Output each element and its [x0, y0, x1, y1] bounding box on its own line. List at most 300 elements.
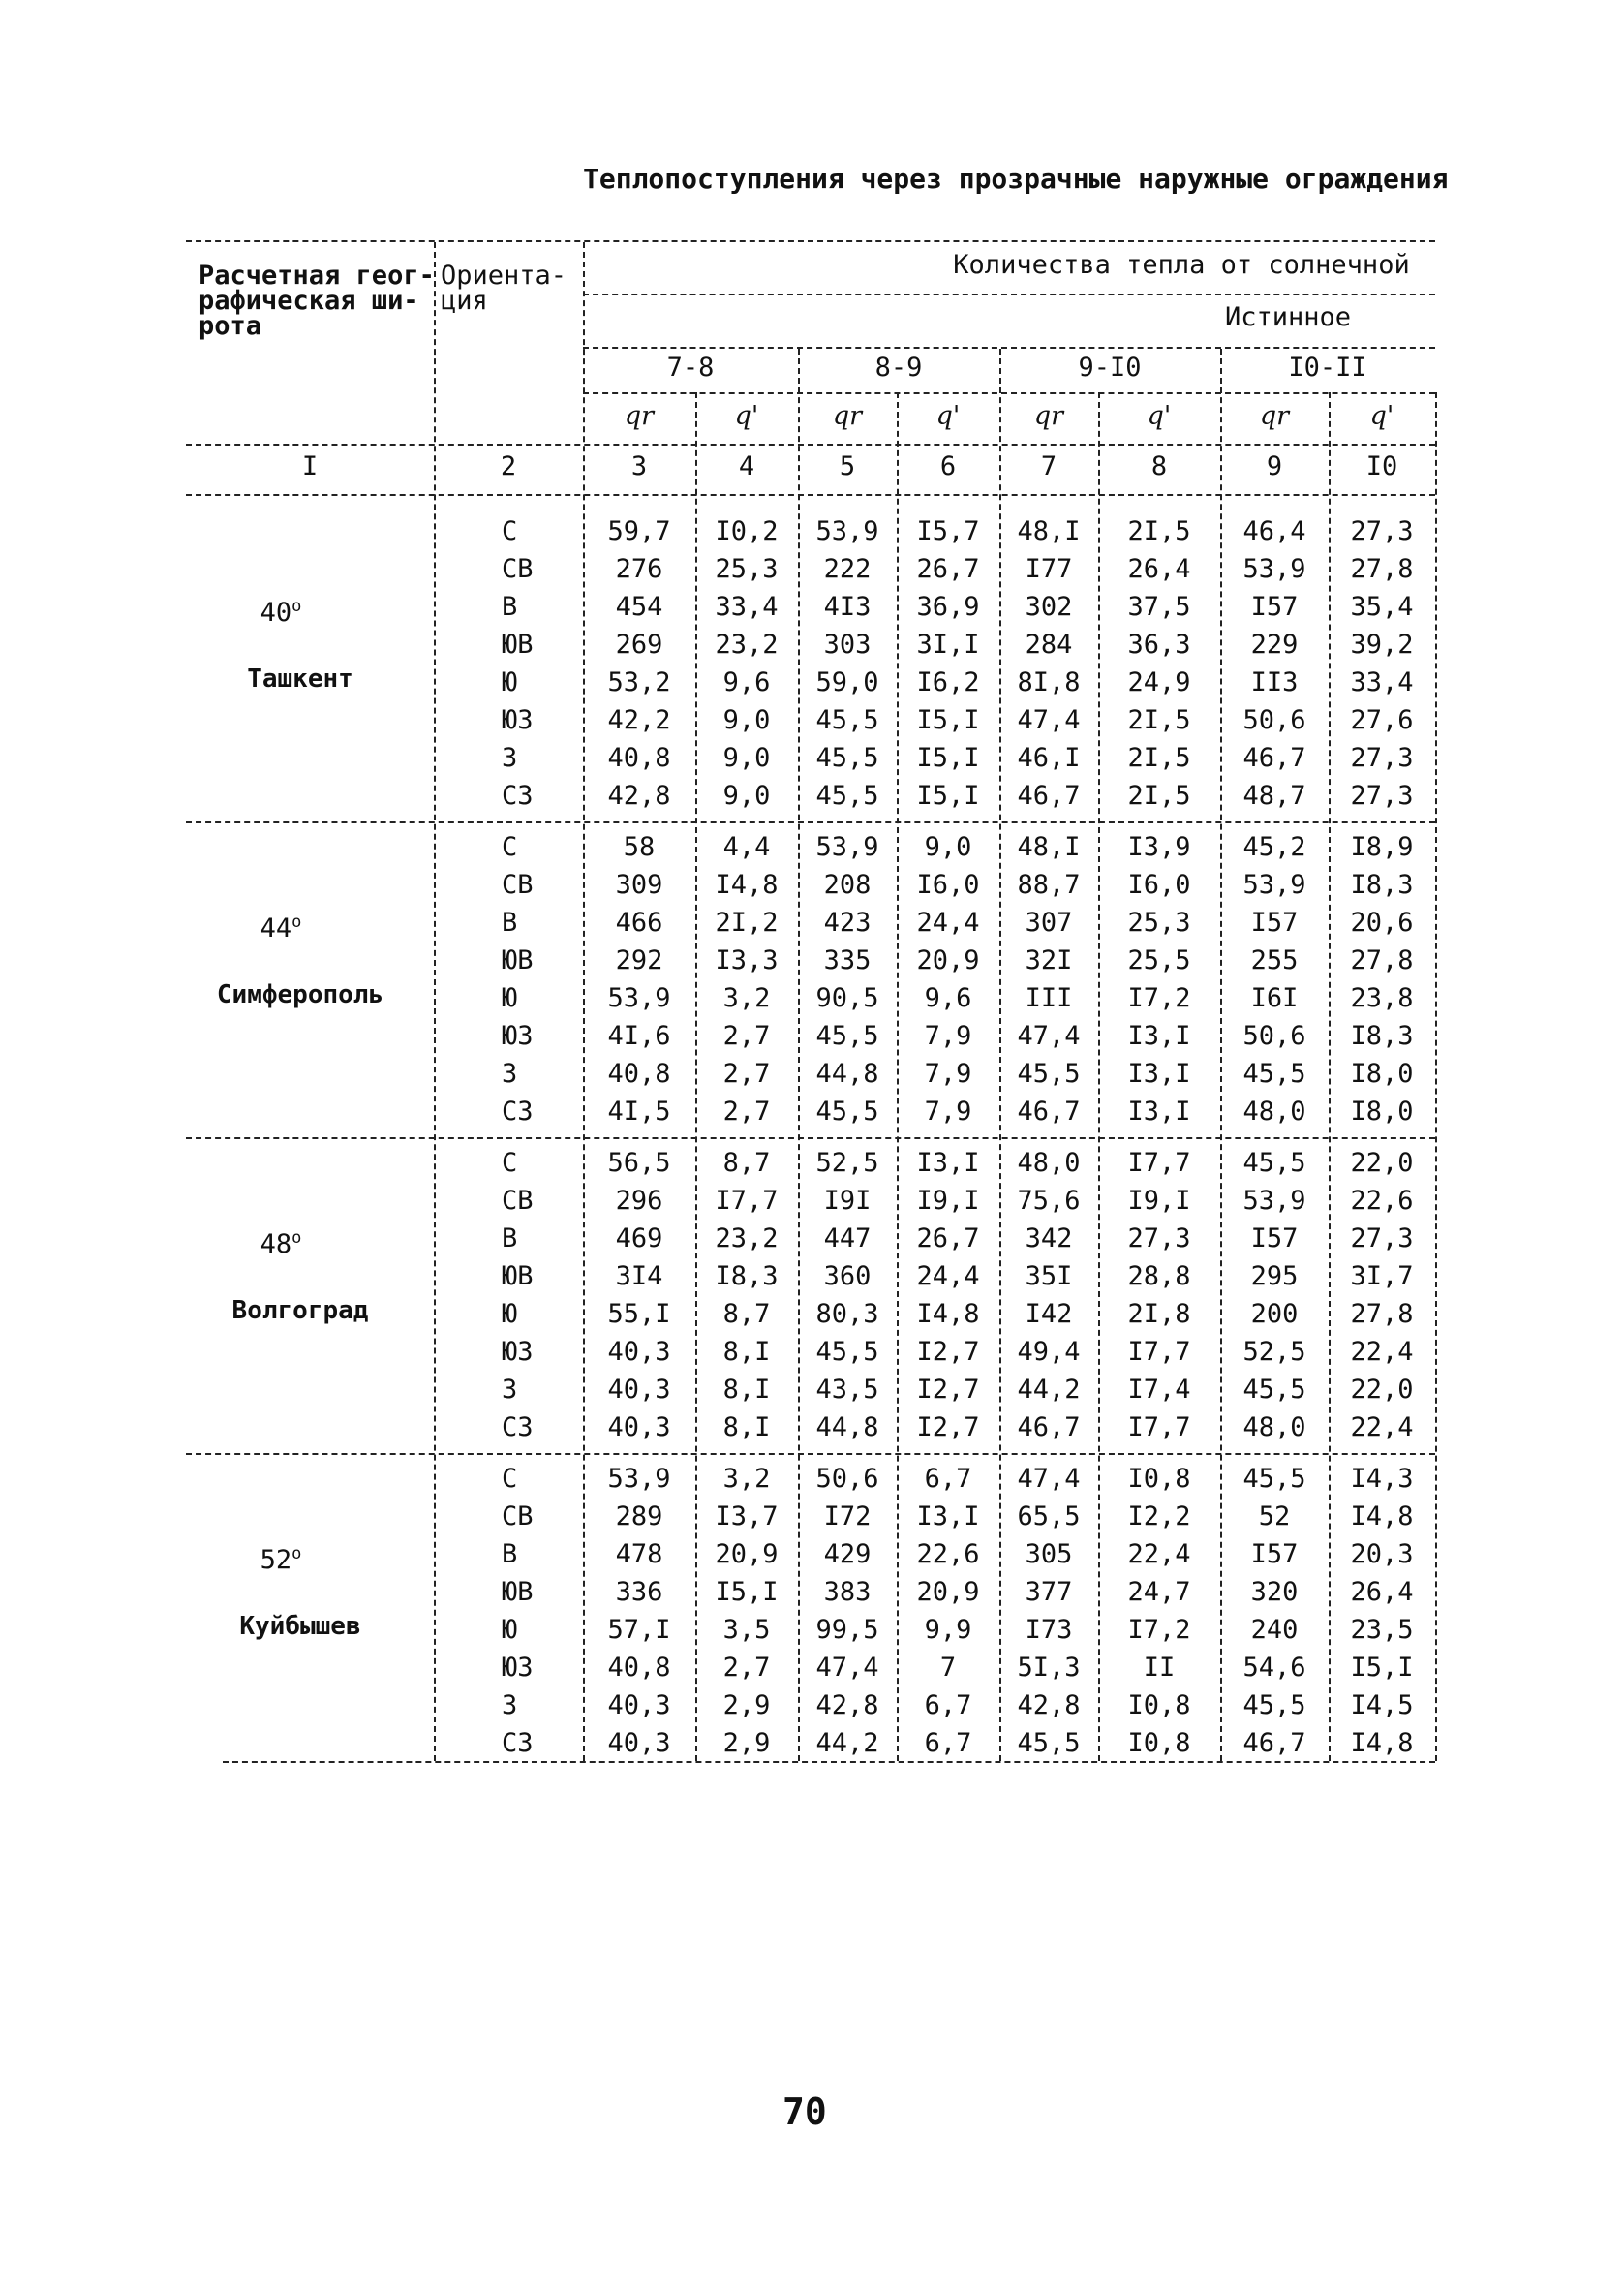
value-cell: 305: [1025, 1539, 1073, 1569]
latitude-value: 40: [260, 598, 292, 628]
value-cell: I5,I: [916, 743, 980, 773]
value-cell: 292: [615, 945, 663, 975]
value-cell: 5I,3: [1017, 1653, 1081, 1683]
value-cell: 46,7: [1017, 1412, 1081, 1442]
value-cell: 27,8: [1350, 554, 1414, 584]
value-cell: 23,5: [1350, 1615, 1414, 1645]
value-cell: 2I,2: [715, 908, 779, 938]
value-cell: 20,9: [715, 1539, 779, 1569]
header-period: 8-9: [874, 353, 923, 383]
value-cell: 28,8: [1127, 1261, 1191, 1291]
orientation: С: [502, 1464, 518, 1494]
header-period: I0-II: [1288, 353, 1367, 383]
value-cell: 44,8: [815, 1059, 879, 1089]
value-cell: 8I,8: [1017, 667, 1081, 697]
value-cell: 40,3: [607, 1728, 671, 1758]
value-cell: I2,7: [916, 1412, 980, 1442]
value-cell: I57: [1250, 1539, 1299, 1569]
orientation: СЗ: [502, 1728, 534, 1758]
city-name: Симферополь: [216, 980, 384, 1009]
value-cell: 269: [615, 630, 663, 660]
value-cell: 22,4: [1350, 1412, 1414, 1442]
value-cell: I77: [1025, 554, 1073, 584]
value-cell: 296: [615, 1186, 663, 1216]
value-cell: I9,I: [916, 1186, 980, 1216]
value-cell: 2,9: [722, 1690, 771, 1720]
orientation: ЮЗ: [502, 1337, 534, 1367]
value-cell: III: [1025, 983, 1073, 1013]
orientation: СЗ: [502, 1097, 534, 1127]
value-cell: 50,6: [815, 1464, 879, 1494]
value-cell: 45,5: [1242, 1148, 1306, 1178]
value-cell: 39,2: [1350, 630, 1414, 660]
value-cell: I9I: [823, 1186, 872, 1216]
value-cell: 8,7: [722, 1299, 771, 1329]
value-cell: 24,4: [916, 1261, 980, 1291]
value-cell: I4,5: [1350, 1690, 1414, 1720]
value-cell: I8,0: [1350, 1097, 1414, 1127]
degree-symbol: o: [291, 1544, 302, 1563]
value-cell: 53,9: [607, 1464, 671, 1494]
value-cell: I8,3: [715, 1261, 779, 1291]
value-cell: 27,6: [1350, 705, 1414, 735]
value-cell: I72: [823, 1501, 872, 1531]
value-cell: I3,9: [1127, 832, 1191, 862]
group-separator: [186, 1137, 1435, 1139]
orientation: В: [502, 908, 518, 938]
value-cell: 36,9: [916, 592, 980, 622]
value-cell: 46,7: [1242, 1728, 1306, 1758]
value-cell: I7,2: [1127, 1615, 1191, 1645]
value-cell: I2,7: [916, 1375, 980, 1405]
value-cell: 24,7: [1127, 1577, 1191, 1607]
city-name: Куйбышев: [239, 1612, 361, 1641]
value-cell: 48,0: [1017, 1148, 1081, 1178]
value-cell: 255: [1250, 945, 1299, 975]
header-q-symbol: qr: [1259, 401, 1290, 431]
value-cell: 335: [823, 945, 872, 975]
value-cell: I0,8: [1127, 1728, 1191, 1758]
header-q-symbol: q': [935, 401, 961, 431]
orientation: ЮЗ: [502, 705, 534, 735]
value-cell: 53,9: [607, 983, 671, 1013]
header-column-number: I0: [1365, 451, 1398, 481]
value-cell: 27,8: [1350, 1299, 1414, 1329]
header-q-symbol: q': [1147, 401, 1172, 431]
value-cell: 7,9: [924, 1059, 972, 1089]
value-cell: 3,2: [722, 983, 771, 1013]
value-cell: 3,2: [722, 1464, 771, 1494]
header-subgroup-title: Истинное: [1224, 302, 1352, 332]
value-cell: I3,I: [1127, 1059, 1191, 1089]
value-cell: 8,I: [722, 1375, 771, 1405]
value-cell: 88,7: [1017, 870, 1081, 900]
value-cell: 40,8: [607, 1059, 671, 1089]
value-cell: 8,I: [722, 1337, 771, 1367]
value-cell: I2,2: [1127, 1501, 1191, 1531]
header-line-3: [583, 392, 1435, 394]
orientation: В: [502, 1539, 518, 1569]
value-cell: 26,4: [1350, 1577, 1414, 1607]
value-cell: 23,8: [1350, 983, 1414, 1013]
latitude-value: 52: [260, 1545, 292, 1575]
value-cell: 22,6: [916, 1539, 980, 1569]
value-cell: 45,5: [815, 705, 879, 735]
header-q-symbol: qr: [1033, 401, 1064, 431]
value-cell: I3,I: [916, 1148, 980, 1178]
value-cell: I73: [1025, 1615, 1073, 1645]
header-column-number: I: [301, 451, 319, 481]
value-cell: 3I,I: [916, 630, 980, 660]
orientation: ЮВ: [502, 945, 534, 975]
value-cell: 57,I: [607, 1615, 671, 1645]
value-cell: 9,0: [924, 832, 972, 862]
value-cell: 478: [615, 1539, 663, 1569]
value-cell: 208: [823, 870, 872, 900]
header-line-2: [583, 347, 1435, 349]
value-cell: I0,2: [715, 516, 779, 546]
value-cell: 2I,5: [1127, 743, 1191, 773]
value-cell: 80,3: [815, 1299, 879, 1329]
value-cell: 423: [823, 908, 872, 938]
orientation: З: [502, 743, 518, 773]
value-cell: 45,5: [815, 743, 879, 773]
value-cell: 4I,6: [607, 1021, 671, 1051]
header-q-symbol: q': [734, 401, 759, 431]
header-period: 9-I0: [1078, 353, 1142, 383]
value-cell: 40,8: [607, 743, 671, 773]
value-cell: 44,8: [815, 1412, 879, 1442]
orientation: Ю: [502, 983, 518, 1013]
value-cell: 47,4: [1017, 1021, 1081, 1051]
value-cell: I5,I: [715, 1577, 779, 1607]
value-cell: 26,7: [916, 1223, 980, 1253]
value-cell: I6,0: [916, 870, 980, 900]
value-cell: 22,0: [1350, 1375, 1414, 1405]
value-cell: 309: [615, 870, 663, 900]
orientation: СЗ: [502, 1412, 534, 1442]
value-cell: 9,6: [924, 983, 972, 1013]
header-latitude-label: Расчетная геог- рафическая ши- рота: [199, 261, 435, 341]
latitude-label: [208, 597, 353, 628]
value-cell: 44,2: [1017, 1375, 1081, 1405]
header-column-number: 3: [630, 451, 648, 481]
value-cell: 35I: [1025, 1261, 1073, 1291]
value-cell: 2,7: [722, 1653, 771, 1683]
value-cell: 469: [615, 1223, 663, 1253]
orientation: СВ: [502, 554, 534, 584]
value-cell: I5,I: [1350, 1653, 1414, 1683]
value-cell: 48,I: [1017, 832, 1081, 862]
value-cell: 20,3: [1350, 1539, 1414, 1569]
header-q-symbol: qr: [832, 401, 863, 431]
latitude-label: [208, 1544, 353, 1575]
value-cell: 307: [1025, 908, 1073, 938]
value-cell: I6,0: [1127, 870, 1191, 900]
value-cell: 45,5: [1017, 1728, 1081, 1758]
value-cell: I42: [1025, 1299, 1073, 1329]
value-cell: 9,0: [722, 705, 771, 735]
value-cell: 26,7: [916, 554, 980, 584]
value-cell: I2,7: [916, 1337, 980, 1367]
value-cell: 53,2: [607, 667, 671, 697]
value-cell: 4I,5: [607, 1097, 671, 1127]
value-cell: 36,3: [1127, 630, 1191, 660]
value-cell: 2I,8: [1127, 1299, 1191, 1329]
value-cell: 33,4: [1350, 667, 1414, 697]
value-cell: 50,6: [1242, 705, 1306, 735]
value-cell: 7: [939, 1653, 957, 1683]
value-cell: 336: [615, 1577, 663, 1607]
value-cell: I0,8: [1127, 1464, 1191, 1494]
value-cell: 44,2: [815, 1728, 879, 1758]
value-cell: 45,5: [1242, 1059, 1306, 1089]
orientation: Ю: [502, 1615, 518, 1645]
value-cell: 7,9: [924, 1097, 972, 1127]
value-cell: 6,7: [924, 1464, 972, 1494]
value-cell: 53,9: [815, 516, 879, 546]
value-cell: 45,2: [1242, 832, 1306, 862]
value-cell: 25,3: [715, 554, 779, 584]
value-cell: 35,4: [1350, 592, 1414, 622]
header-orientation-label: Ориента- ция: [441, 261, 567, 316]
value-cell: I9,I: [1127, 1186, 1191, 1216]
value-cell: 47,4: [1017, 1464, 1081, 1494]
value-cell: 295: [1250, 1261, 1299, 1291]
value-cell: 52,5: [815, 1148, 879, 1178]
value-cell: 40,3: [607, 1337, 671, 1367]
value-cell: 447: [823, 1223, 872, 1253]
value-cell: 45,5: [1242, 1690, 1306, 1720]
value-cell: 45,5: [815, 1097, 879, 1127]
value-cell: 320: [1250, 1577, 1299, 1607]
value-cell: I3,I: [1127, 1097, 1191, 1127]
value-cell: 240: [1250, 1615, 1299, 1645]
value-cell: I4,8: [916, 1299, 980, 1329]
value-cell: 27,3: [1350, 781, 1414, 811]
value-cell: I7,7: [1127, 1412, 1191, 1442]
value-cell: 360: [823, 1261, 872, 1291]
value-cell: 342: [1025, 1223, 1073, 1253]
value-cell: 65,5: [1017, 1501, 1081, 1531]
value-cell: 33,4: [715, 592, 779, 622]
value-cell: I4,8: [715, 870, 779, 900]
value-cell: I0,8: [1127, 1690, 1191, 1720]
value-cell: I57: [1250, 592, 1299, 622]
value-cell: 22,4: [1350, 1337, 1414, 1367]
header-bottom: [186, 494, 1435, 496]
value-cell: 45,5: [815, 781, 879, 811]
orientation: С: [502, 516, 518, 546]
value-cell: 3I,7: [1350, 1261, 1414, 1291]
value-cell: 20,6: [1350, 908, 1414, 938]
value-cell: 8,I: [722, 1412, 771, 1442]
value-cell: 284: [1025, 630, 1073, 660]
value-cell: I5,I: [916, 705, 980, 735]
divider-right: [1435, 392, 1437, 1761]
value-cell: 48,0: [1242, 1412, 1306, 1442]
value-cell: 45,5: [815, 1021, 879, 1051]
value-cell: I5,7: [916, 516, 980, 546]
value-cell: 27,3: [1350, 743, 1414, 773]
city-name: Ташкент: [247, 665, 353, 694]
value-cell: 2I,5: [1127, 705, 1191, 735]
value-cell: 2,7: [722, 1097, 771, 1127]
value-cell: 276: [615, 554, 663, 584]
value-cell: 27,3: [1127, 1223, 1191, 1253]
value-cell: 27,8: [1350, 945, 1414, 975]
value-cell: 2I,5: [1127, 781, 1191, 811]
value-cell: 6,7: [924, 1728, 972, 1758]
value-cell: 7,9: [924, 1021, 972, 1051]
value-cell: 222: [823, 554, 872, 584]
value-cell: 466: [615, 908, 663, 938]
degree-symbol: o: [291, 913, 302, 932]
value-cell: 6,7: [924, 1690, 972, 1720]
value-cell: 24,9: [1127, 667, 1191, 697]
value-cell: 200: [1250, 1299, 1299, 1329]
value-cell: II: [1143, 1653, 1176, 1683]
value-cell: 454: [615, 592, 663, 622]
orientation: Ю: [502, 667, 518, 697]
page-title: Теплопоступления через прозрачные наружные ограждения: [583, 163, 1449, 195]
orientation: З: [502, 1690, 518, 1720]
value-cell: 377: [1025, 1577, 1073, 1607]
value-cell: 23,2: [715, 1223, 779, 1253]
header-column-number: 2: [500, 451, 517, 481]
value-cell: I3,I: [1127, 1021, 1191, 1051]
value-cell: 22,6: [1350, 1186, 1414, 1216]
value-cell: 2I,5: [1127, 516, 1191, 546]
header-column-number: 6: [939, 451, 957, 481]
value-cell: 52: [1258, 1501, 1291, 1531]
value-cell: 3I4: [615, 1261, 663, 1291]
value-cell: I3,I: [916, 1501, 980, 1531]
value-cell: 90,5: [815, 983, 879, 1013]
value-cell: I4,3: [1350, 1464, 1414, 1494]
value-cell: 48,I: [1017, 516, 1081, 546]
city-name: Волгоград: [231, 1296, 369, 1325]
value-cell: 55,I: [607, 1299, 671, 1329]
value-cell: 48,7: [1242, 781, 1306, 811]
table-top-border: [186, 240, 1435, 242]
degree-symbol: o: [291, 597, 302, 616]
value-cell: 303: [823, 630, 872, 660]
value-cell: I8,0: [1350, 1059, 1414, 1089]
value-cell: I7,7: [1127, 1148, 1191, 1178]
value-cell: I4,8: [1350, 1728, 1414, 1758]
value-cell: 42,8: [1017, 1690, 1081, 1720]
value-cell: 8,7: [722, 1148, 771, 1178]
value-cell: 52,5: [1242, 1337, 1306, 1367]
value-cell: 59,0: [815, 667, 879, 697]
value-cell: 53,9: [1242, 1186, 1306, 1216]
value-cell: 4I3: [823, 592, 872, 622]
value-cell: 9,0: [722, 743, 771, 773]
value-cell: 32I: [1025, 945, 1073, 975]
value-cell: I4,8: [1350, 1501, 1414, 1531]
value-cell: I8,3: [1350, 1021, 1414, 1051]
value-cell: 40,3: [607, 1412, 671, 1442]
value-cell: 229: [1250, 630, 1299, 660]
value-cell: I5,I: [916, 781, 980, 811]
value-cell: 53,9: [1242, 554, 1306, 584]
value-cell: I57: [1250, 908, 1299, 938]
value-cell: 42,8: [815, 1690, 879, 1720]
orientation: ЮЗ: [502, 1653, 534, 1683]
value-cell: 46,7: [1017, 1097, 1081, 1127]
orientation: ЮВ: [502, 630, 534, 660]
value-cell: 45,5: [815, 1337, 879, 1367]
value-cell: II3: [1250, 667, 1299, 697]
value-cell: I6,2: [916, 667, 980, 697]
orientation: В: [502, 592, 518, 622]
value-cell: 40,3: [607, 1375, 671, 1405]
value-cell: I8,9: [1350, 832, 1414, 862]
header-column-number: 7: [1040, 451, 1057, 481]
value-cell: I57: [1250, 1223, 1299, 1253]
header-column-number: 5: [839, 451, 856, 481]
value-cell: 24,4: [916, 908, 980, 938]
header-line-1: [583, 294, 1435, 295]
value-cell: 46,7: [1017, 781, 1081, 811]
value-cell: 59,7: [607, 516, 671, 546]
header-period: 7-8: [666, 353, 715, 383]
value-cell: I6I: [1250, 983, 1299, 1013]
value-cell: 42,2: [607, 705, 671, 735]
value-cell: I3,3: [715, 945, 779, 975]
group-separator: [186, 821, 1435, 823]
value-cell: 22,4: [1127, 1539, 1191, 1569]
value-cell: 40,8: [607, 1653, 671, 1683]
orientation: ЮЗ: [502, 1021, 534, 1051]
value-cell: 20,9: [916, 945, 980, 975]
value-cell: 383: [823, 1577, 872, 1607]
value-cell: 20,9: [916, 1577, 980, 1607]
orientation: ЮВ: [502, 1577, 534, 1607]
group-separator: [186, 1453, 1435, 1455]
value-cell: 9,6: [722, 667, 771, 697]
value-cell: 9,0: [722, 781, 771, 811]
value-cell: 46,4: [1242, 516, 1306, 546]
value-cell: 3,5: [722, 1615, 771, 1645]
value-cell: 26,4: [1127, 554, 1191, 584]
header-line-4: [186, 444, 1435, 446]
header-q-symbol: q': [1369, 401, 1394, 431]
value-cell: 45,5: [1242, 1464, 1306, 1494]
value-cell: I7,4: [1127, 1375, 1191, 1405]
value-cell: 289: [615, 1501, 663, 1531]
value-cell: 2,7: [722, 1021, 771, 1051]
value-cell: 429: [823, 1539, 872, 1569]
value-cell: 53,9: [1242, 870, 1306, 900]
orientation: СЗ: [502, 781, 534, 811]
orientation: З: [502, 1375, 518, 1405]
orientation: С: [502, 1148, 518, 1178]
orientation: СВ: [502, 1186, 534, 1216]
value-cell: 37,5: [1127, 592, 1191, 622]
value-cell: I7,7: [1127, 1337, 1191, 1367]
value-cell: 50,6: [1242, 1021, 1306, 1051]
value-cell: 49,4: [1017, 1337, 1081, 1367]
value-cell: 54,6: [1242, 1653, 1306, 1683]
orientation: З: [502, 1059, 518, 1089]
orientation: В: [502, 1223, 518, 1253]
value-cell: 43,5: [815, 1375, 879, 1405]
page-number: 70: [782, 2090, 827, 2133]
value-cell: 45,5: [1017, 1059, 1081, 1089]
value-cell: 4,4: [722, 832, 771, 862]
